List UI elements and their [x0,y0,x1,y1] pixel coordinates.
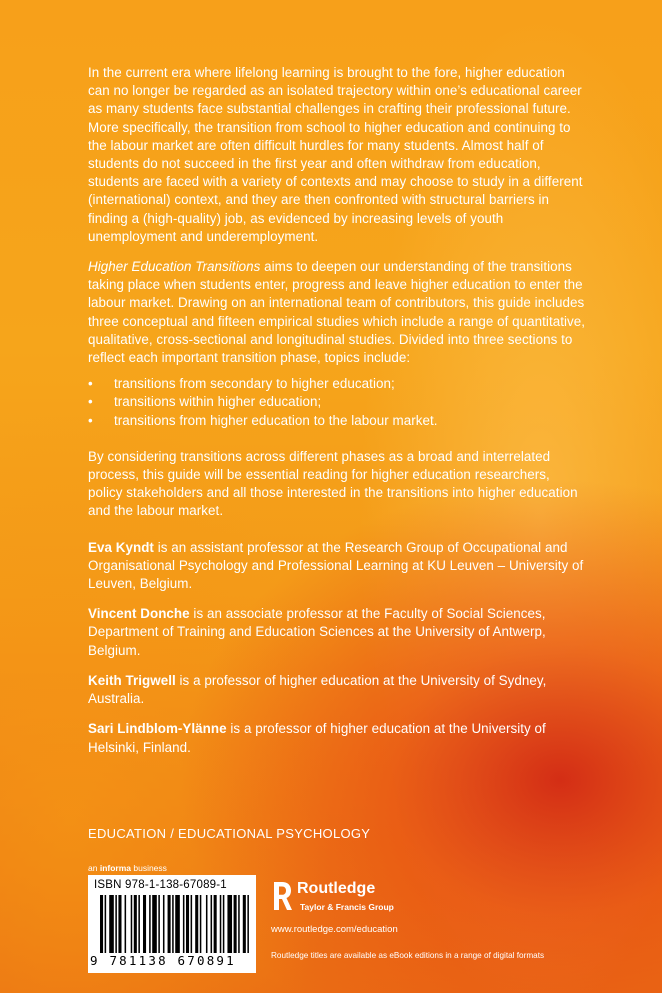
editor-name: Keith Trigwell [88,672,176,688]
list-item: • transitions from higher education to the labour market. [88,412,588,430]
editor-name: Eva Kyndt [88,539,154,555]
list-item: • transitions from secondary to higher education; [88,375,588,393]
editor-bio: Vincent Donche is an associate professor at the Faculty of Social Sciences, Department of Training and Education Sciences at the University of Antwerp, Belgium. [88,606,546,658]
list-item: • transitions within higher education; [88,393,588,411]
barcode-digits: 9 781138 670891 [90,953,236,968]
editor-bio: Eva Kyndt is an assistant professor at the Research Group of Occupational and Organisational Psychology and Professional Learning at KU Leuven – University of Leuven, Belgium. [88,539,584,592]
editor-bio: Sari Lindblom-Ylänne is a professor of higher education at the University of Helsinki, Finland. [88,721,546,755]
topics-list [88,375,588,430]
intro-paragraph: In the current era where lifelong learning is brought to the fore, higher education can no longer be regarded as an isolated trajectory within one’s educational career as many students face substantial challenges in crafting their professional future. More specifically, the transition from school to higher education and continuing to the labour market are often difficult hurdles for many students. Almost half of students do not succeed in the first year and often withdraw from education, students are faced with a variety of contexts and may choose to study in a different (international) context, and they are then confronted with structural barriers in finding a (high-quality) job, as evidenced by increasing levels of youth unemployment and underemployment. [88,65,583,244]
routledge-logo-icon [271,880,293,912]
closing-paragraph: By considering transitions across different phases as a broad and interrelated process, this guide will be essential reading for higher education researchers, policy stakeholders and all those interested in the transitions into higher education and the labour market. [88,448,578,519]
aims-paragraph [88,258,588,367]
editor-bio: Keith Trigwell is a professor of higher education at the University of Sydney, Australia. [88,672,547,707]
barcode-panel [88,875,256,973]
publisher-name: Routledge [297,880,376,897]
bullet-icon: • [88,412,93,428]
ebook-note: Routledge titles are available as eBook editions in a range of digital formats [271,951,545,960]
bullet-icon: • [88,394,93,410]
informa-logo: informa [99,863,131,873]
bullet-icon: • [88,376,93,392]
informa-tagline: an informa business [88,863,167,873]
barcode-icon [100,895,252,953]
subject-category: EDUCATION / EDUCATIONAL PSYCHOLOGY [88,826,371,841]
isbn-label: ISBN 978-1-138-67089-1 [94,879,227,891]
editor-name: Vincent Donche [88,606,190,622]
aims-text: aims to deepen our understanding of the transitions taking place when students enter, progress and leave higher education to enter the labour market. Drawing on an international team of contributors, this guide includes three conceptual and fifteen empirical studies which include a range of quantitative, qualitative, cross-sectional and longitudinal studies. Divided into three sections to reflect each important transition phase, topics include: [88,259,586,366]
editor-name: Sari Lindblom-Ylänne [88,721,227,737]
publisher-subtitle: Taylor & Francis Group [300,902,394,912]
book-title: Higher Education Transitions [88,259,261,275]
publisher-url: www.routledge.com/education [271,924,398,935]
back-cover-text [88,64,588,769]
